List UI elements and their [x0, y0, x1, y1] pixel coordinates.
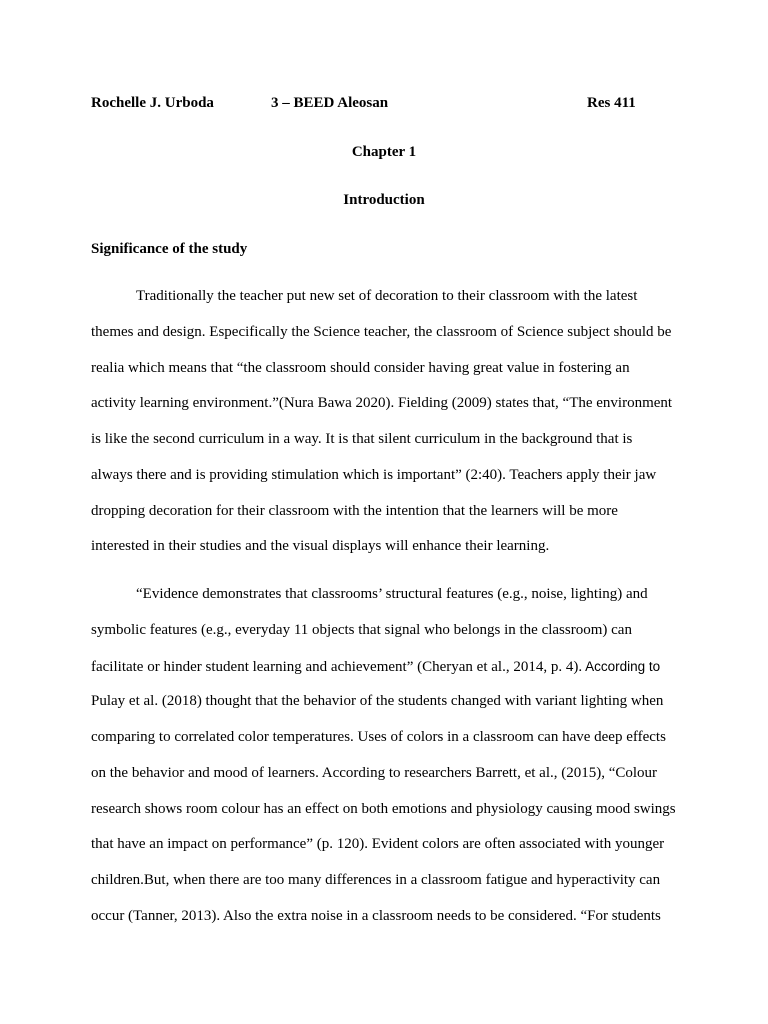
paragraph-line: activity learning environment.”(Nura Bawa 2020). Fielding (2009) states that, “The environment: [91, 395, 673, 412]
document-header: [0, 94, 768, 112]
author-name: Rochelle J. Urboda: [91, 95, 214, 111]
chapter-title: Chapter 1: [351, 144, 417, 160]
paragraph-line: always there and is providing stimulation which is important” (2:40). Teachers apply their jaw: [91, 466, 657, 483]
paragraph-line: research shows room colour has an effect on both emotions and physiology causing mood swings: [91, 800, 676, 817]
paragraph-line-text: facilitate or hinder student learning and achievement” (Cheryan et al., 2014, p. 4).: [91, 658, 583, 675]
paragraph-line: realia which means that “the classroom should consider having great value in fostering an: [91, 359, 630, 376]
section-title: Introduction: [343, 192, 425, 208]
paragraph-significance-1: [91, 279, 691, 565]
paragraph-line: occur (Tanner, 2013). Also the extra noise in a classroom needs to be considered. “For students: [91, 907, 661, 924]
paragraph-line: interested in their studies and the visual displays will enhance their learning.: [91, 538, 550, 555]
paragraph-line-sans-tail: According to: [582, 658, 661, 674]
course-section: 3 – BEED Aleosan: [271, 95, 389, 111]
paragraph-line-with-sans-tail: [91, 649, 691, 685]
paragraph-significance-2: [91, 577, 691, 935]
paragraph-line: themes and design. Especifically the Science teacher, the classroom of Science subject should be: [91, 323, 672, 340]
paragraph-line: Pulay et al. (2018) thought that the behavior of the students changed with variant lighting when: [91, 693, 664, 710]
paragraph-line: that have an impact on performance” (p. 120). Evident colors are often associated with younger: [91, 836, 665, 853]
paragraph-line: children.But, when there are too many differences in a classroom fatigue and hyperactivity can: [91, 872, 661, 888]
paragraph-line: on the behavior and mood of learners. According to researchers Barrett, et al., (2015), “Colour: [91, 764, 658, 781]
paragraph-line: symbolic features (e.g., everyday 11 objects that signal who belongs in the classroom) can: [91, 621, 632, 638]
subsection-title: Significance of the study: [91, 241, 248, 257]
paragraph-line: dropping decoration for their classroom with the intention that the learners will be more: [91, 502, 618, 519]
paragraph-line: is like the second curriculum in a way. It is that silent curriculum in the background that is: [91, 431, 633, 447]
paragraph-line: “Evidence demonstrates that classrooms’ structural features (e.g., noise, lighting) and: [136, 586, 648, 602]
paragraph-line: comparing to correlated color temperatures. Uses of colors in a classroom can have deep effects: [91, 729, 666, 745]
paragraph-line: Traditionally the teacher put new set of decoration to their classroom with the latest: [136, 288, 638, 304]
course-code: Res 411: [587, 95, 636, 111]
